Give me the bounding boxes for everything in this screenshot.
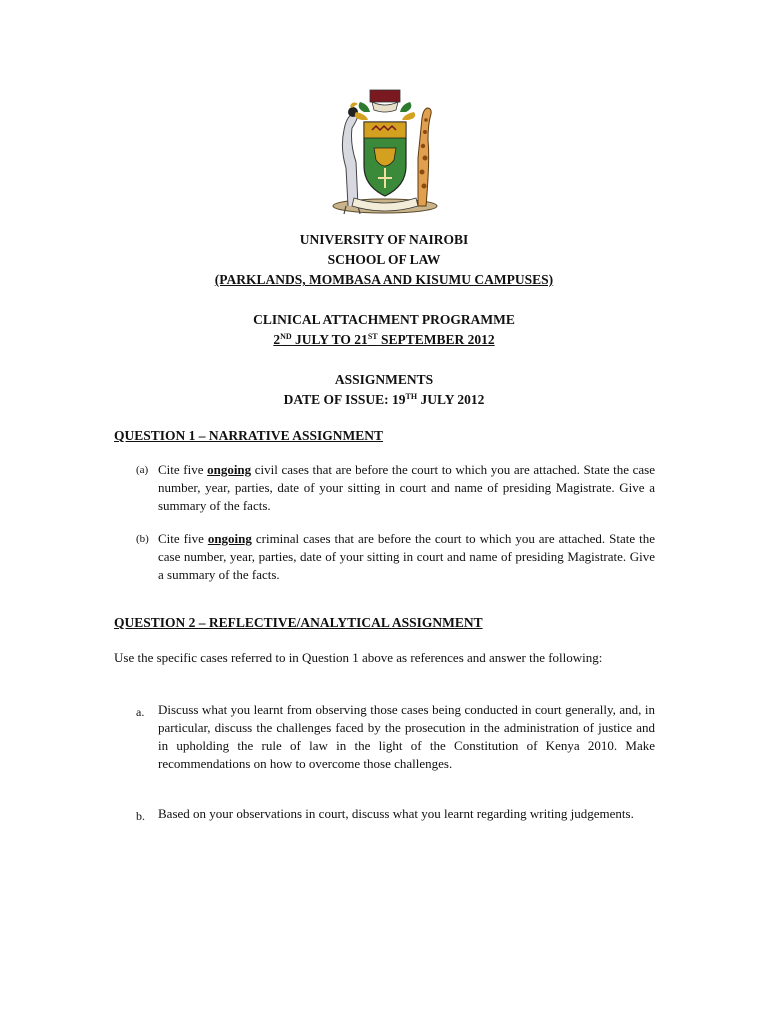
- assignments-block: [0, 370, 768, 410]
- q1-item-a-text: Cite five ongoing civil cases that are before the court to which you are attached. State the case number, year, parties, date of your sitting in court and name of presiding Magistrate. Give a summary of the facts.: [158, 462, 655, 513]
- question2-intro: Use the specific cases referred to in Question 1 above as references and answer the following:: [114, 650, 603, 665]
- q2-item-b-label: b.: [136, 809, 145, 823]
- q2-item-a-label: a.: [136, 705, 145, 719]
- q2-item-a-text: Discuss what you learnt from observing those cases being conducted in court generally, and, in particular, discuss the challenges faced by the prosecution in the administration of justice and in upholding the rule of law in the light of the Constitution of Kenya 2010. Make recommendations on how to overcome those challenges.: [158, 702, 655, 771]
- programme-title: CLINICAL ATTACHMENT PROGRAMME: [253, 312, 515, 327]
- question2-heading: QUESTION 2 – REFLECTIVE/ANALYTICAL ASSIGNMENT: [114, 615, 483, 630]
- question1-heading: QUESTION 1 – NARRATIVE ASSIGNMENT: [114, 428, 384, 443]
- university-crest-icon: [326, 88, 444, 216]
- programme-dates: 2ND JULY TO 21ST SEPTEMBER 2012: [273, 332, 495, 347]
- q1-item-b-text: Cite five ongoing criminal cases that are before the court to which you are attached. State the case number, year, parties, date of your sitting in court and name of presiding Magistrate. Give a summary of the facts.: [158, 531, 655, 582]
- q1-item-b-label: (b): [136, 533, 149, 545]
- campuses-line: (PARKLANDS, MOMBASA AND KISUMU CAMPUSES): [214, 272, 554, 287]
- date-of-issue: DATE OF ISSUE: 19TH JULY 2012: [283, 392, 485, 407]
- school-name: SCHOOL OF LAW: [327, 252, 441, 267]
- q2-item-b-text: Based on your observations in court, discuss what you learnt regarding writing judgements.: [158, 806, 634, 821]
- programme-block: [0, 310, 768, 350]
- q1-item-a-label: (a): [136, 464, 149, 476]
- university-name: UNIVERSITY OF NAIROBI: [299, 232, 469, 247]
- document-header: [0, 230, 768, 290]
- assignments-title: ASSIGNMENTS: [334, 372, 434, 387]
